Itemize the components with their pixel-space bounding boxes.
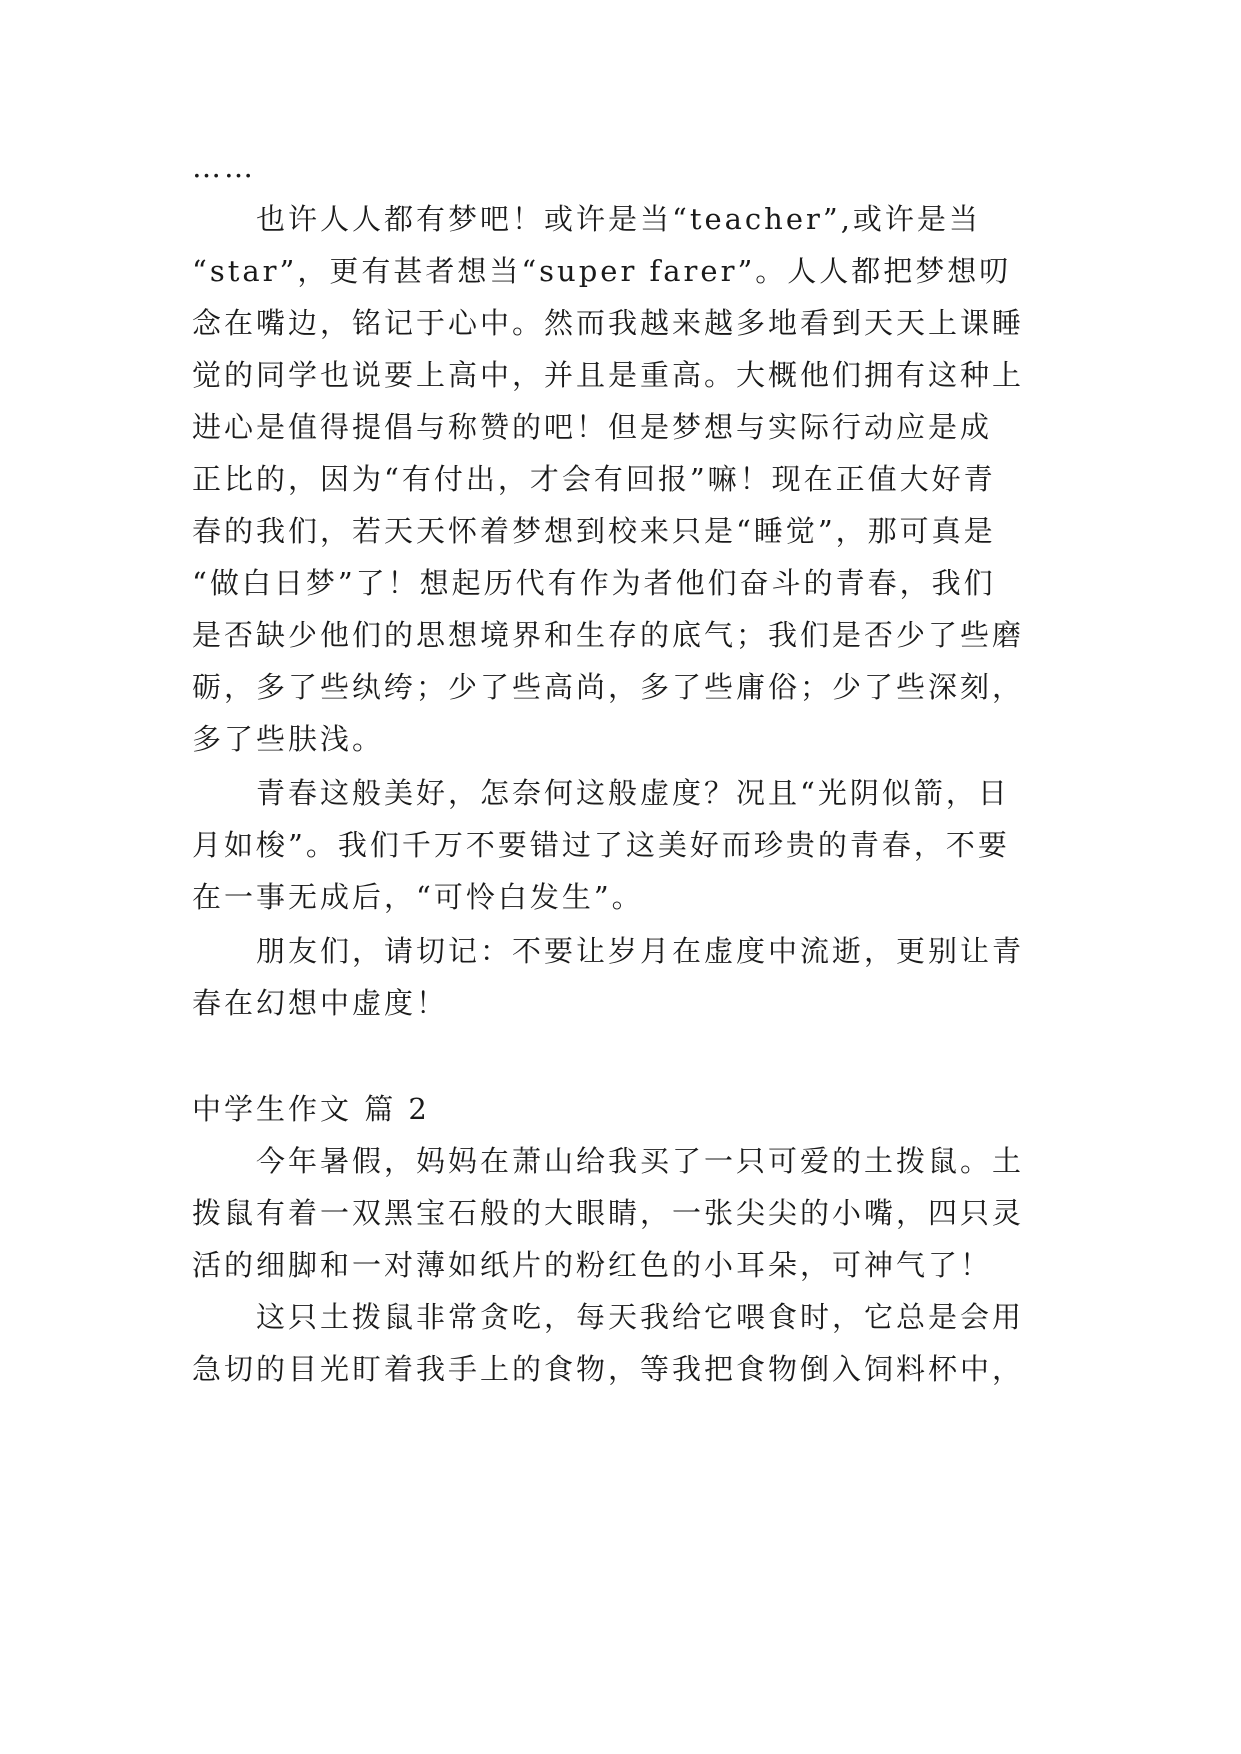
text-line: 进心是值得提倡与称赞的吧！但是梦想与实际行动应是成 [192,410,993,444]
text-line: “star”，更有甚者想当“super farer”。人人都把梦想叨 [192,254,1012,288]
text-line: 月如梭”。我们千万不要错过了这美好而珍贵的青春，不要 [192,828,1010,862]
text-line: 春在幻想中虚度！ [192,986,449,1020]
text-line: 在一事无成后，“可怜白发生”。 [192,880,644,914]
text-line: 青春这般美好，怎奈何这般虚度？况且“光阴似箭，日 [192,776,1010,810]
text-line: 觉的同学也说要上高中，并且是重高。大概他们拥有这种上 [192,358,1025,392]
text-line: 朋友们，请切记：不要让岁月在虚度中流逝，更别让青 [192,934,1025,968]
text-line: 今年暑假，妈妈在萧山给我买了一只可爱的土拨鼠。土 [192,1144,1025,1178]
section-heading: 中学生作文 篇 2 [192,1092,430,1126]
ellipsis-line: …… [192,150,256,184]
text-line: 拨鼠有着一双黑宝石般的大眼睛，一张尖尖的小嘴，四只灵 [192,1196,1025,1230]
text-line: 念在嘴边，铭记于心中。然而我越来越多地看到天天上课睡 [192,306,1025,340]
text-line: 正比的，因为“有付出，才会有回报”嘛！现在正值大好青 [192,462,996,496]
text-line: 也许人人都有梦吧！或许是当“teacher”,或许是当 [192,202,981,236]
text-line: 多了些肤浅。 [192,722,385,756]
text-line: “做白日梦”了！想起历代有作为者他们奋斗的青春，我们 [192,566,996,600]
text-line: 活的细脚和一对薄如纸片的粉红色的小耳朵，可神气了！ [192,1248,993,1282]
text-line: 这只土拨鼠非常贪吃，每天我给它喂食时，它总是会用 [192,1300,1025,1334]
text-line: 春的我们，若天天怀着梦想到校来只是“睡觉”，那可真是 [192,514,996,548]
text-line: 是否缺少他们的思想境界和生存的底气；我们是否少了些磨 [192,618,1025,652]
text-line: 急切的目光盯着我手上的食物，等我把食物倒入饲料杯中， [192,1352,1025,1386]
text-line: 砺，多了些纨绔；少了些高尚，多了些庸俗；少了些深刻， [192,670,1025,704]
